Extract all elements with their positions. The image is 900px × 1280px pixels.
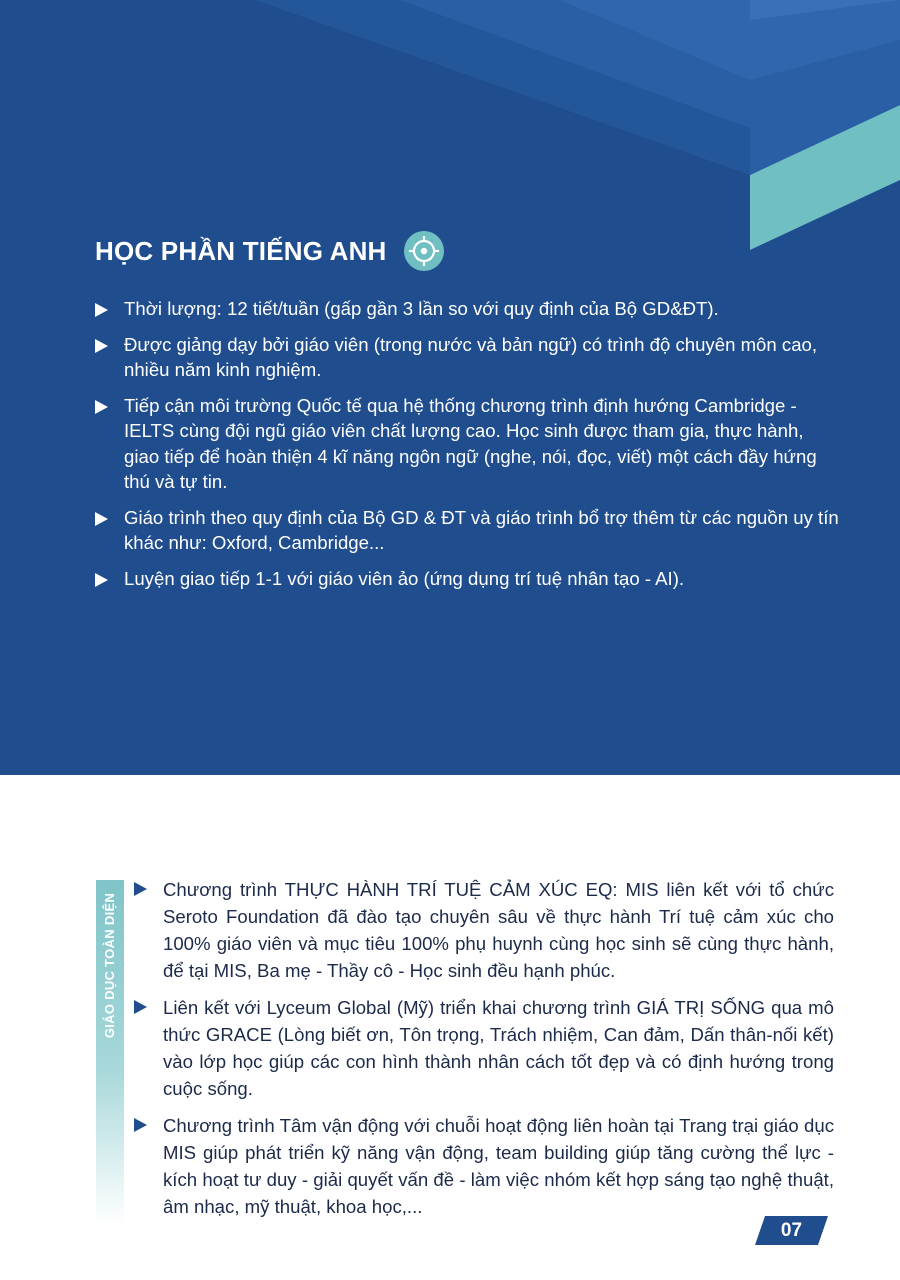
list-item-text: Thời lượng: 12 tiết/tuần (gấp gần 3 lần so với quy định của Bộ GD&ĐT).	[124, 298, 719, 319]
bottom-item-list	[134, 876, 834, 1230]
list-item	[95, 566, 840, 592]
list-item	[134, 1112, 834, 1220]
list-item-text: Chương trình THỰC HÀNH TRÍ TUỆ CẢM XÚC EQ: MIS liên kết với tổ chức Seroto Foundation đã đào tạo chuyên sâu về thực hành Trí tuệ cảm xúc cho 100% giáo viên và mục tiêu 100% phụ huynh cùng học sinh sẽ cùng thực hành, để tại MIS, Ba mẹ - Thầy cô - Học sinh đều hạnh phúc.	[163, 879, 834, 981]
section-item-list	[95, 296, 840, 601]
list-item	[95, 296, 840, 322]
list-item	[95, 505, 840, 556]
side-tab	[96, 880, 124, 1225]
bullet-arrow-icon	[95, 512, 108, 526]
list-item-text: Tiếp cận môi trường Quốc tế qua hệ thống chương trình định hướng Cambridge - IELTS cùng đội ngũ giáo viên chất lượng cao. Học sinh được tham gia, thực hành, giao tiếp để hoàn thiện 4 kĩ năng ngôn ngữ (nghe, nói, đọc, viết) một cách đầy hứng thú và tự tin.	[124, 394, 817, 492]
bullet-arrow-icon	[134, 1118, 147, 1132]
bullet-arrow-icon	[95, 573, 108, 587]
list-item	[134, 876, 834, 984]
list-item	[95, 393, 840, 495]
list-item-text: Được giảng dạy bởi giáo viên (trong nước và bản ngữ) có trình độ chuyên môn cao, nhiều năm kinh nghiệm.	[124, 333, 818, 380]
list-item-text: Chương trình Tâm vận động với chuỗi hoạt động liên hoàn tại Trang trại giáo dục MIS giúp phát triển kỹ năng vận động, team building giúp tăng cường thể lực - kích hoạt tư duy - giải quyết vấn đề - làm việc nhóm kết hợp sáng tạo nghệ thuật, âm nhạc, mỹ thuật, khoa học,...	[163, 1115, 834, 1217]
bullet-arrow-icon	[134, 1000, 147, 1014]
bullet-arrow-icon	[95, 339, 108, 353]
side-tab-label: GIÁO DỤC TOÀN DIỆN	[102, 892, 118, 1038]
side-tab-label-wrap	[96, 880, 124, 1050]
bullet-arrow-icon	[134, 882, 147, 896]
list-item-text: Giáo trình theo quy định của Bộ GD & ĐT và giáo trình bổ trợ thêm từ các nguồn uy tín khác như: Oxford, Cambridge...	[124, 506, 839, 553]
section-heading-row	[95, 230, 445, 272]
section-title: HỌC PHẦN TIẾNG ANH	[95, 235, 387, 266]
bullet-arrow-icon	[95, 400, 108, 414]
list-item	[134, 994, 834, 1102]
page-number: 07	[780, 1220, 803, 1241]
list-item-text: Luyện giao tiếp 1-1 với giáo viên ảo (ứng dụng trí tuệ nhân tạo - AI).	[124, 567, 685, 589]
page-number-badge	[755, 1216, 828, 1245]
list-item-text: Liên kết với Lyceum Global (Mỹ) triển khai chương trình GIÁ TRỊ SỐNG qua mô thức GRACE (Lòng biết ơn, Tôn trọng, Trách nhiệm, Can đảm, Dấn thân-nối kết) vào lớp học giúp các con hình thành nhân cách tốt đẹp và có định hướng trong cuộc sống.	[163, 997, 834, 1099]
list-item	[95, 332, 840, 383]
target-icon	[403, 230, 445, 272]
bullet-arrow-icon	[95, 303, 108, 317]
